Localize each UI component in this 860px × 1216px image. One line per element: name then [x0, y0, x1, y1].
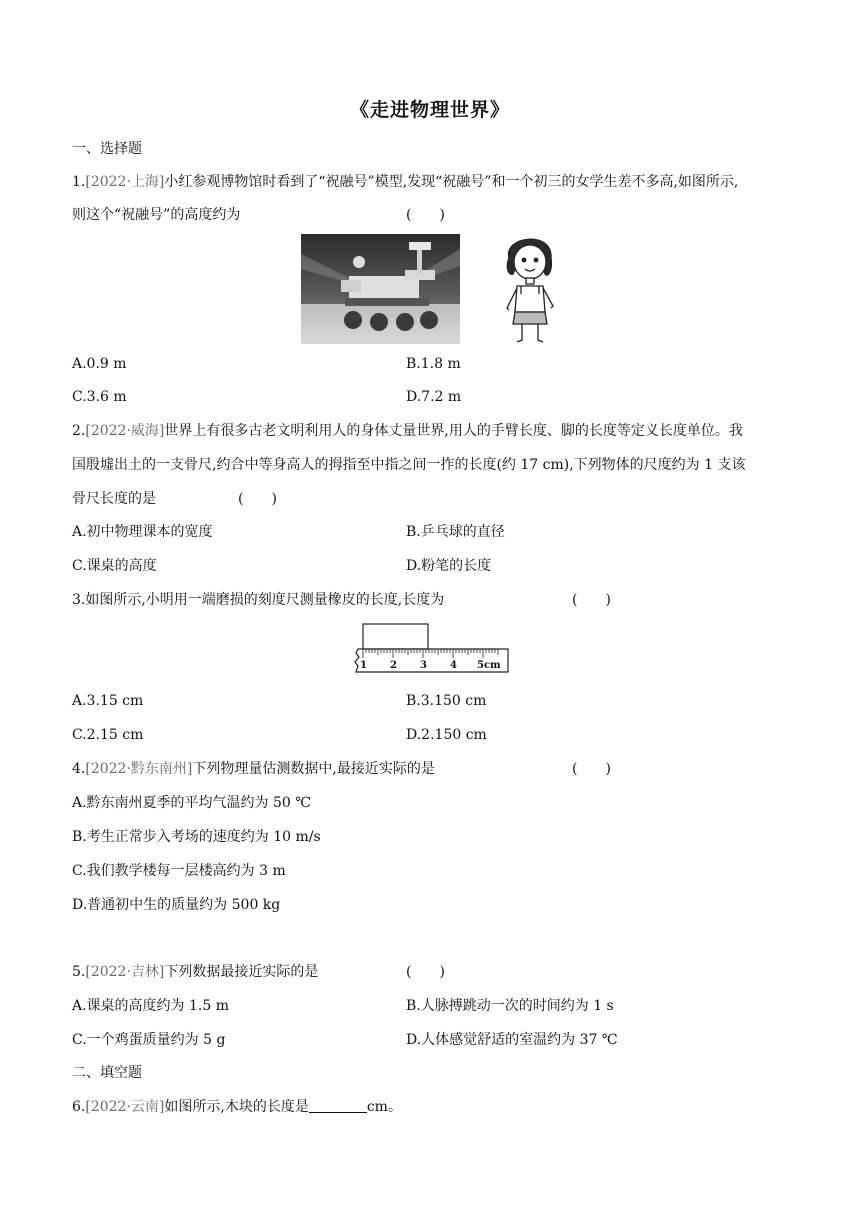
option-d: D.人体感觉舒适的室温约为 37 ℃ — [406, 1032, 618, 1048]
ruler-label-3: 3 — [420, 660, 427, 671]
answer-paren: ( ) — [572, 592, 611, 608]
option-b: B.乒乓球的直径 — [406, 524, 505, 540]
option-a: A.0.9 m — [72, 356, 127, 372]
question-source: [2022·云南] — [85, 1099, 165, 1115]
option-c: C.一个鸡蛋质量约为 5 g — [72, 1032, 226, 1048]
question-text: 骨尺长度的是 — [72, 491, 156, 507]
question-text: 小红参观博物馆时看到了“祝融号”模型,发现“祝融号”和一个初三的女学生差不多高,如图所示, — [164, 174, 739, 190]
option-b: B.人脉搏跳动一次的时间约为 1 s — [406, 998, 614, 1014]
question-text: 如图所示,小明用一端磨损的刻度尺测量橡皮的长度,长度为 — [85, 592, 445, 608]
question-number: 4. — [72, 761, 86, 777]
answer-blank[interactable] — [309, 1098, 367, 1113]
answer-paren: ( ) — [238, 491, 277, 507]
option-c: C.课桌的高度 — [72, 558, 157, 574]
ruler-label-5cm: 5cm — [477, 660, 501, 671]
option-b: B.3.150 cm — [406, 693, 487, 709]
section-heading-fill: 二、填空题 — [72, 1065, 142, 1081]
option-d: D.7.2 m — [406, 389, 462, 405]
answer-paren: ( ) — [406, 207, 445, 223]
question-number: 1. — [72, 174, 86, 190]
question-4-line-1 — [72, 759, 435, 779]
question-2-line-3 — [72, 489, 156, 509]
student-girl-illustration — [495, 228, 565, 346]
question-text: 则这个“祝融号”的高度约为 — [72, 207, 241, 223]
question-number: 3. — [72, 592, 86, 608]
option-d: D.粉笔的长度 — [406, 558, 492, 574]
option-b: B.考生正常步入考场的速度约为 10 m/s — [72, 829, 321, 845]
option-a: A.黔东南州夏季的平均气温约为 50 ℃ — [72, 795, 311, 811]
question-source: [2022·吉林] — [85, 964, 165, 980]
option-c: C.我们教学楼每一层楼高约为 3 m — [72, 863, 286, 879]
rover-photo — [301, 234, 460, 344]
question-number: 5. — [72, 964, 86, 980]
question-text: 下列数据最接近实际的是 — [164, 964, 319, 980]
option-c: C.3.6 m — [72, 389, 127, 405]
option-a: A.3.15 cm — [72, 693, 144, 709]
question-number: 6. — [72, 1099, 86, 1115]
option-b: B.1.8 m — [406, 356, 461, 372]
question-1-line-1 — [72, 172, 738, 192]
option-c: C.2.15 cm — [72, 727, 144, 743]
ruler-label-4: 4 — [450, 660, 457, 671]
question-2-line-1 — [72, 421, 743, 441]
question-3-line-1 — [72, 590, 444, 610]
question-text: 下列物理量估测数据中,最接近实际的是 — [192, 761, 435, 777]
question-text: 如图所示,木块的长度是 — [164, 1099, 309, 1115]
question-source: [2022·上海] — [85, 174, 165, 190]
section-heading-choice: 一、选择题 — [72, 141, 142, 157]
question-source: [2022·威海] — [85, 423, 165, 439]
question-number: 2. — [72, 423, 86, 439]
ruler-label-1: 1 — [360, 660, 367, 671]
option-d: D.普通初中生的质量约为 500 kg — [72, 897, 281, 913]
question-text-after: cm。 — [366, 1099, 402, 1115]
page-title: 《走进物理世界》 — [349, 99, 510, 121]
question-2-line-2: 国殷墟出土的一支骨尺,约合中等身高人的拇指至中指之间一拃的长度(约 17 cm),下列物体的尺度约为 1 支该 — [72, 457, 746, 473]
option-d: D.2.150 cm — [406, 727, 487, 743]
eraser — [363, 624, 428, 649]
question-5-line-1 — [72, 962, 318, 982]
answer-paren: ( ) — [572, 761, 611, 777]
answer-paren: ( ) — [406, 964, 445, 980]
question-6-line-1 — [72, 1097, 402, 1117]
ruler-figure — [352, 622, 512, 674]
question-1-line-2 — [72, 205, 240, 225]
question-source: [2022·黔东南州] — [85, 761, 193, 777]
ruler-label-2: 2 — [390, 660, 397, 671]
option-a: A.课桌的高度约为 1.5 m — [72, 998, 230, 1014]
question-text: 世界上有很多古老文明利用人的身体丈量世界,用人的手臂长度、脚的长度等定义长度单位。我 — [164, 423, 743, 439]
option-a: A.初中物理课本的宽度 — [72, 524, 213, 540]
